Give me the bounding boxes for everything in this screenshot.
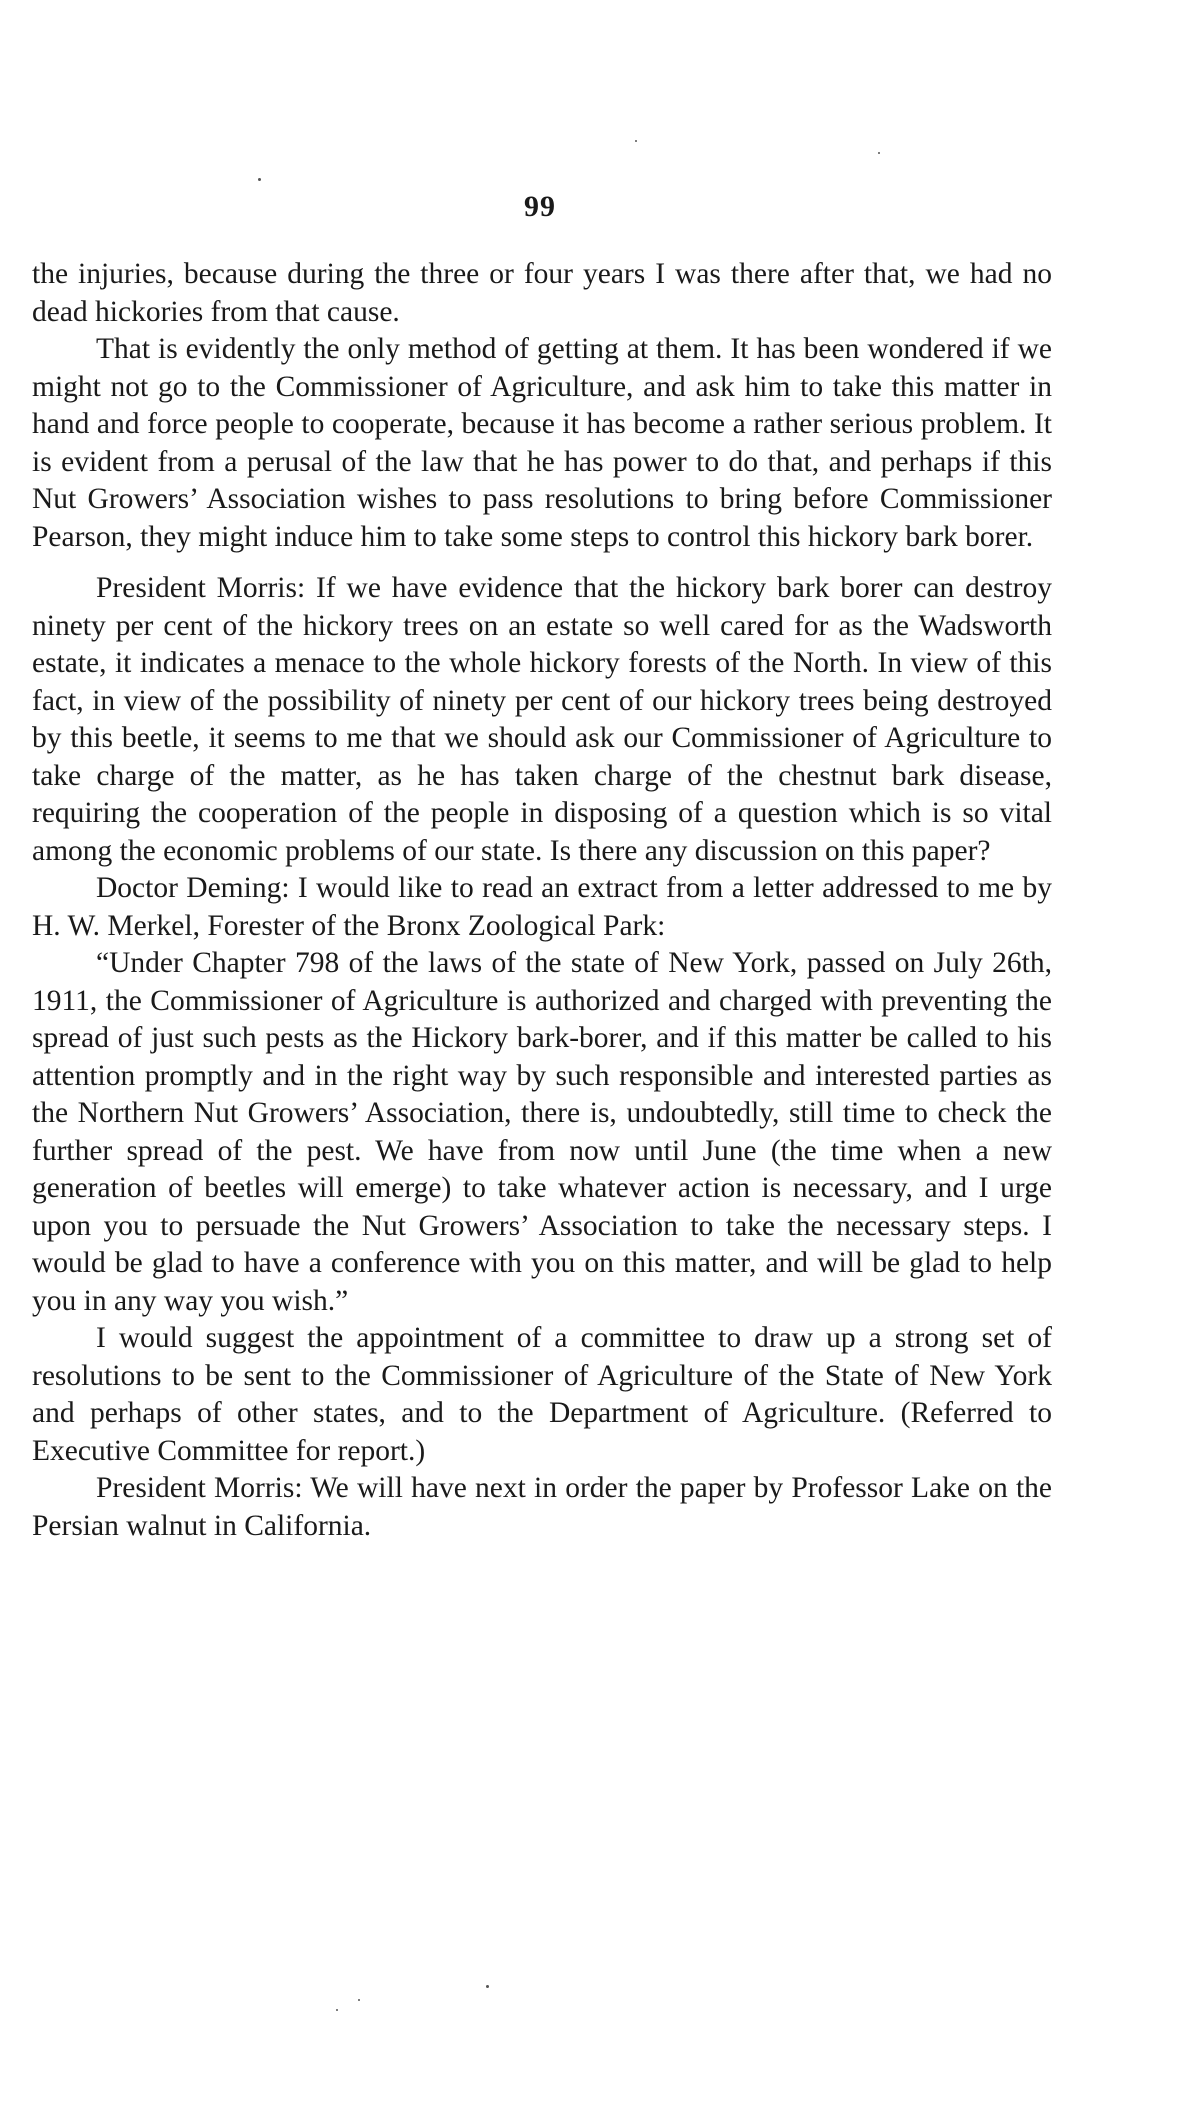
page-number: 99 [524, 190, 556, 223]
paragraph-committee-suggestion: I would suggest the appointment of a committee to draw up a strong set of resolutions to be sent to the Commissioner of Agriculture of the State of New York and perhaps of other states, and to the Department of Agriculture. (Referred to Executive Committee for report.) [32, 1322, 1052, 1467]
paragraph-continuation: the injuries, because during the three or four years I was there after that, we had no dead hickories from that cause. [32, 258, 1052, 328]
paragraph-next-paper: President Morris: We will have next in order the paper by Professor Lake on the Persian walnut in California. [32, 1472, 1052, 1542]
scan-speck [258, 178, 261, 181]
paragraph-commissioner-suggestion: That is evidently the only method of getting at them. It has been wondered if we might not go to the Commissioner of Agriculture, and ask him to take this matter in hand and force people to cooperate, because it has become a rather serious problem. It is evident from a perusal of the law that he has power to do that, and perhaps if this Nut Growers’ Association wishes to pass resolutions to bring before Commissioner Pearson, they might induce him to take some steps to control this hickory bark borer. [32, 333, 1052, 553]
paragraph-doctor-deming: Doctor Deming: I would like to read an extract from a letter addressed to me by H. W. Merkel, Forester of the Bronx Zoological Park: [32, 872, 1052, 942]
scan-speck [635, 140, 637, 142]
scan-speck [878, 152, 880, 154]
body-text [32, 256, 1052, 1545]
scan-speck [358, 1999, 360, 2001]
paragraph-merkel-letter-quote: “Under Chapter 798 of the laws of the state of New York, passed on July 26th, 1911, the Commissioner of Agriculture is authorized and charged with preventing the spread of just such pests as the Hickory bark-borer, and if this matter be called to his attention promptly and in the right way by such responsible and interested parties as the Northern Nut Growers’ Association, there is, undoubtedly, still time to check the further spread of the pest. We have from now until June (the time when a new generation of beetles will emerge) to take whatever action is necessary, and I urge upon you to persuade the Nut Growers’ Association to take the necessary steps. I would be glad to have a conference with you on this matter, and will be glad to help you in any way you wish.” [32, 947, 1052, 1317]
scan-speck [486, 1985, 489, 1988]
paragraph-president-morris-remarks: President Morris: If we have evidence that the hickory bark borer can destroy ninety per cent of the hickory trees on an estate so well cared for as the Wadsworth estate, it indicates a menace to the whole hickory forests of the North. In view of this fact, in view of the possibility of ninety per cent of our hickory trees being destroyed by this beetle, it seems to me that we should ask our Commissioner of Agriculture to take charge of the matter, as he has taken charge of the chestnut bark disease, requiring the cooperation of the people in disposing of a question which is so vital among the economic problems of our state. Is there any discussion on this paper? [32, 572, 1052, 867]
scan-speck [336, 2009, 338, 2011]
